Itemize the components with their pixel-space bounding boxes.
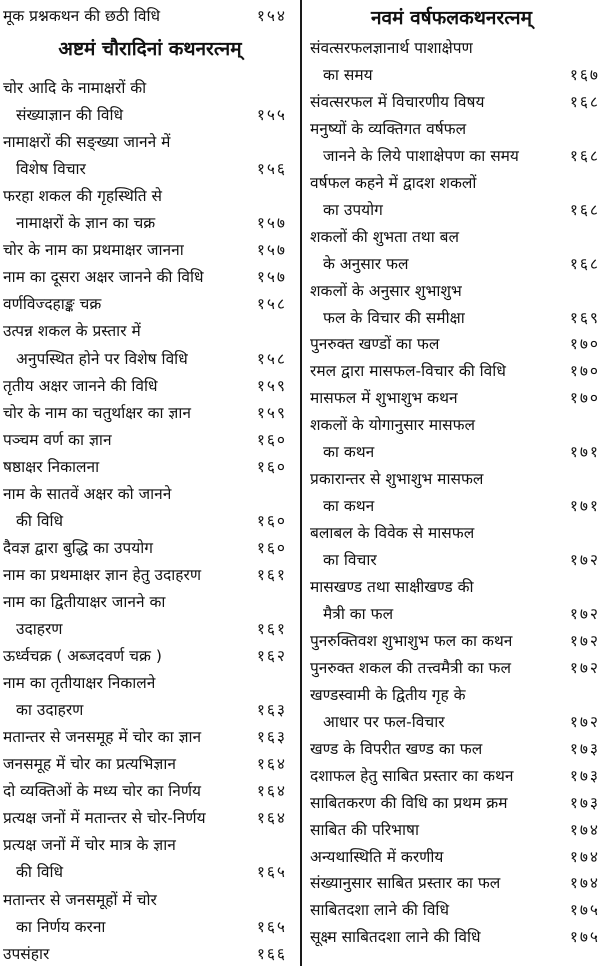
page-number: १६० xyxy=(256,457,287,476)
entry-title: पुनरुक्त खण्डों का फल xyxy=(310,335,440,354)
entry-title: का समय xyxy=(323,65,373,84)
right-column xyxy=(303,0,600,966)
page-number: १७२ xyxy=(569,604,600,623)
entry-title: वर्षफल कहने में द्वादश शकलों xyxy=(310,173,477,192)
entry-title: मतान्तर से जनसमूहों में चोर xyxy=(3,890,157,909)
entry-title: का कथन xyxy=(323,443,375,462)
page-number: १६२ xyxy=(256,647,287,666)
entry-title: नामाक्षरों की सङ्ख्या जानने में xyxy=(3,133,171,152)
entry-title: साबितकरण की विधि का प्रथम क्रम xyxy=(310,793,508,812)
entry-title: शकलों के योगानुसार मासफल xyxy=(310,416,476,435)
toc-entry xyxy=(3,697,287,724)
entry-title: संख्यानुसार साबित प्रस्तार का फल xyxy=(310,874,501,893)
toc-entry xyxy=(310,897,600,924)
page-number: १५७ xyxy=(256,214,287,233)
entry-title: नामाक्षरों के ज्ञान का चक्र xyxy=(16,214,156,233)
toc-entry xyxy=(310,224,600,251)
page-number: १६६ xyxy=(256,944,287,963)
entry-title: उदाहरण xyxy=(16,620,63,638)
toc-entry xyxy=(310,817,600,844)
page-number: १६४ xyxy=(256,782,287,801)
page-number: १७४ xyxy=(569,820,600,839)
toc-entry xyxy=(310,385,600,412)
entry-title: साबितदशा लाने की विधि xyxy=(310,901,449,920)
entry-title: जानने के लिये पाशाक्षेपण का समय xyxy=(323,146,519,165)
entry-title: की विधि xyxy=(16,511,64,530)
entry-title: उत्पन्न शकल के प्रस्तार में xyxy=(3,322,141,341)
entry-title: खण्ड के विपरीत खण्ड का फल xyxy=(310,739,483,758)
toc-entry xyxy=(310,682,600,709)
entry-title: नाम का तृतीयाक्षर निकालने xyxy=(3,674,156,693)
toc-entry xyxy=(3,805,287,832)
page-number: १६८ xyxy=(569,254,600,273)
entry-title: अन्यथास्थिति में करणीय xyxy=(310,847,444,866)
toc-entry xyxy=(3,237,287,264)
toc-entry xyxy=(310,89,600,116)
page-number: १७२ xyxy=(569,631,600,650)
toc-entry xyxy=(310,844,600,871)
entry-title: आधार पर फल-विचार xyxy=(323,712,445,731)
toc-entry xyxy=(310,251,600,278)
toc-entry xyxy=(3,427,287,454)
page-number: १६८ xyxy=(569,92,600,111)
page-number: १५७ xyxy=(256,241,287,260)
toc-entry xyxy=(310,439,600,466)
entry-title: दशाफल हेतु साबित प्रस्तार का कथन xyxy=(310,766,514,785)
toc-entry xyxy=(3,373,287,400)
page-number: १७५ xyxy=(569,901,600,920)
toc-entry xyxy=(310,197,600,224)
entry-title: उपसंहार xyxy=(3,944,50,963)
toc-entry xyxy=(3,183,287,210)
page-number: १६५ xyxy=(256,917,287,936)
page-number: १६१ xyxy=(256,565,287,584)
entry-title: मनुष्यों के व्यक्तिगत वर्षफल xyxy=(310,119,467,138)
entry-title: दो व्यक्तिओं के मध्य चोर का निर्णय xyxy=(3,782,202,801)
page-number: १७२ xyxy=(569,658,600,677)
toc-entry xyxy=(3,400,287,427)
page-number: १६९ xyxy=(569,308,600,327)
page-number: १५८ xyxy=(256,349,287,368)
page-number: १५६ xyxy=(256,160,287,179)
toc-entry xyxy=(310,358,600,385)
entry-title: का उदाहरण xyxy=(16,701,84,720)
toc-entry xyxy=(3,751,287,778)
section-heading-chapter-9: नवमं वर्षफलकथनरत्नम् xyxy=(371,7,532,29)
entry-title: नाम का दूसरा अक्षर जानने की विधि xyxy=(3,268,204,287)
page-number: १७२ xyxy=(569,712,600,731)
toc-entry xyxy=(3,616,287,643)
entry-title: चोर आदि के नामाक्षरों की xyxy=(3,79,147,97)
entry-title: साबित की परिभाषा xyxy=(310,820,420,839)
toc-entry xyxy=(3,481,287,508)
page-number: १६८ xyxy=(569,146,600,165)
page-number: १६४ xyxy=(256,809,287,828)
page-number: १५९ xyxy=(256,403,287,422)
entry-title: षष्ठाक्षर निकालना xyxy=(3,457,100,476)
toc-entry xyxy=(310,628,600,655)
toc-entry xyxy=(3,3,287,30)
page-number: १७४ xyxy=(569,874,600,893)
page-number: १६४ xyxy=(256,755,287,774)
page-number: १५७ xyxy=(256,268,287,287)
entry-title: प्रत्यक्ष जनों में चोर मात्र के ज्ञान xyxy=(3,836,176,855)
entry-title: तृतीय अक्षर जानने की विधि xyxy=(3,376,158,395)
toc-entry xyxy=(3,454,287,481)
toc-entry xyxy=(3,264,287,291)
page-number: १७३ xyxy=(569,766,600,785)
page-number: १७३ xyxy=(569,739,600,758)
entry-title: का उपयोग xyxy=(323,200,383,219)
entry-title: मतान्तर से जनसमूह में चोर का ज्ञान xyxy=(3,728,202,747)
entry-title: मासखण्ड तथा साक्षीखण्ड की xyxy=(310,578,474,596)
toc-entry xyxy=(310,116,600,143)
toc-entry xyxy=(3,75,287,102)
page-number: १६३ xyxy=(256,701,287,720)
toc-entry xyxy=(3,210,287,237)
toc-entry xyxy=(310,547,600,574)
entry-title: शकलों के अनुसार शुभाशुभ xyxy=(310,281,462,300)
entry-title: चोर के नाम का चतुर्थाक्षर का ज्ञान xyxy=(3,403,191,422)
page-number: १६० xyxy=(256,538,287,557)
entry-title: प्रकारान्तर से शुभाशुभ मासफल xyxy=(310,470,484,489)
entry-title: मैत्री का फल xyxy=(323,604,394,623)
entry-title: वर्णविज्दहाङ्क चक्र xyxy=(3,295,102,314)
entry-title: चोर के नाम का प्रथमाक्षर जानना xyxy=(3,241,184,260)
toc-entry xyxy=(310,143,600,170)
toc-entry xyxy=(3,508,287,535)
page-number: १६५ xyxy=(256,863,287,882)
entry-title: का निर्णय करना xyxy=(16,917,106,936)
entry-title: दैवज्ञ द्वारा बुद्धि का उपयोग xyxy=(3,538,153,557)
left-column xyxy=(0,0,300,966)
page-number: १६१ xyxy=(256,620,287,638)
section-heading-chapter-8: अष्टमं चौरादिनां कथनरत्नम् xyxy=(58,38,242,60)
toc-entry xyxy=(3,129,287,156)
entry-title: पुनरुक्तिवश शुभाशुभ फल का कथन xyxy=(310,631,513,650)
column-divider xyxy=(300,0,302,966)
page-number: १५४ xyxy=(256,7,287,25)
toc-entry xyxy=(310,170,600,197)
toc-entry xyxy=(310,709,600,736)
entry-title: जनसमूह में चोर का प्रत्यभिज्ञान xyxy=(3,755,176,774)
toc-entry xyxy=(310,331,600,358)
toc-entry xyxy=(310,493,600,520)
page-number: १५९ xyxy=(256,376,287,395)
entry-title: नाम का प्रथमाक्षर ज्ञान हेतु उदाहरण xyxy=(3,565,202,584)
toc-entry xyxy=(310,601,600,628)
toc-entry xyxy=(3,914,287,941)
entry-title: अनुपस्थित होने पर विशेष विधि xyxy=(16,349,188,368)
entry-title: रमल द्वारा मासफल-विचार की विधि xyxy=(310,362,506,381)
entry-title: नाम के सातवें अक्षर को जानने xyxy=(3,484,172,503)
entry-title: की विधि xyxy=(16,863,64,882)
page-number: १७४ xyxy=(569,847,600,866)
page-number: १६० xyxy=(256,511,287,530)
page-number: १५८ xyxy=(256,295,287,314)
entry-title: सूक्ष्म साबितदशा लाने की विधि xyxy=(310,928,481,947)
entry-title: नाम का द्वितीयाक्षर जानने का xyxy=(3,592,166,611)
page-number: १५५ xyxy=(256,106,287,125)
toc-entry xyxy=(310,736,600,763)
entry-title: बलाबल के विवेक से मासफल xyxy=(310,524,475,543)
toc-entry xyxy=(310,924,600,951)
page-number: १६० xyxy=(256,430,287,449)
entry-title: संख्याज्ञान की विधि xyxy=(16,106,124,125)
toc-entry xyxy=(310,305,600,332)
entry-title: संवत्सरफलज्ञानार्थ पाशाक्षेपण xyxy=(310,39,473,57)
entry-title: पञ्चम वर्ण का ज्ञान xyxy=(3,430,112,449)
entry-title: मासफल में शुभाशुभ कथन xyxy=(310,389,458,408)
page-number: १७५ xyxy=(569,928,600,947)
entry-title: प्रत्यक्ष जनों में मतान्तर से चोर-निर्णय xyxy=(3,809,206,828)
toc-entry xyxy=(3,670,287,697)
page-number: १७१ xyxy=(569,443,600,462)
toc-entry xyxy=(310,35,600,62)
toc-entry xyxy=(3,941,287,968)
entry-title: का विचार xyxy=(323,551,377,570)
toc-entry xyxy=(3,887,287,914)
entry-title: का कथन xyxy=(323,497,375,516)
page-number: १६७ xyxy=(569,65,600,84)
toc-entry xyxy=(3,535,287,562)
entry-title: फल के विचार की समीक्षा xyxy=(323,308,465,327)
toc-entry xyxy=(3,156,287,183)
toc-entry xyxy=(3,346,287,373)
page-number: १६३ xyxy=(256,728,287,747)
toc-entry xyxy=(3,859,287,886)
page-number: १७० xyxy=(569,335,600,354)
page-number: १७३ xyxy=(569,793,600,812)
toc-entry xyxy=(3,832,287,859)
toc-entry xyxy=(3,589,287,616)
toc-entry xyxy=(310,790,600,817)
entry-title: मूक प्रश्नकथन की छठी विधि xyxy=(3,7,161,25)
toc-entry xyxy=(310,763,600,790)
toc-entry xyxy=(3,102,287,129)
toc-entry xyxy=(310,466,600,493)
entry-title: फरहा शकल की गृहस्थिति से xyxy=(3,187,163,206)
toc-entry xyxy=(310,412,600,439)
toc-entry xyxy=(3,291,287,318)
toc-entry xyxy=(310,62,600,89)
page-number: १७२ xyxy=(569,551,600,570)
entry-title: पुनरुक्त शकल की तत्त्वमैत्री का फल xyxy=(310,658,511,677)
toc-entry xyxy=(3,724,287,751)
toc-entry xyxy=(310,870,600,897)
entry-title: के अनुसार फल xyxy=(323,254,409,273)
page-number: १७० xyxy=(569,389,600,408)
toc-entry xyxy=(310,655,600,682)
toc-entry xyxy=(310,278,600,305)
toc-entry xyxy=(3,318,287,345)
entry-title: खण्डस्वामी के द्वितीय गृह के xyxy=(310,685,466,704)
toc-entry xyxy=(310,520,600,547)
page-number: १७० xyxy=(569,362,600,381)
page-number: १७१ xyxy=(569,497,600,516)
toc-entry xyxy=(3,643,287,670)
page-number: १६८ xyxy=(569,200,600,219)
toc-entry xyxy=(3,562,287,589)
entry-title: संवत्सरफल में विचारणीय विषय xyxy=(310,92,485,111)
toc-entry xyxy=(310,574,600,601)
entry-title: विशेष विचार xyxy=(16,160,86,179)
entry-title: शकलों की शुभता तथा बल xyxy=(310,227,459,246)
toc-entry xyxy=(3,778,287,805)
entry-title: ऊर्ध्वचक्र ( अब्जदवर्ण चक्र ) xyxy=(3,647,162,666)
